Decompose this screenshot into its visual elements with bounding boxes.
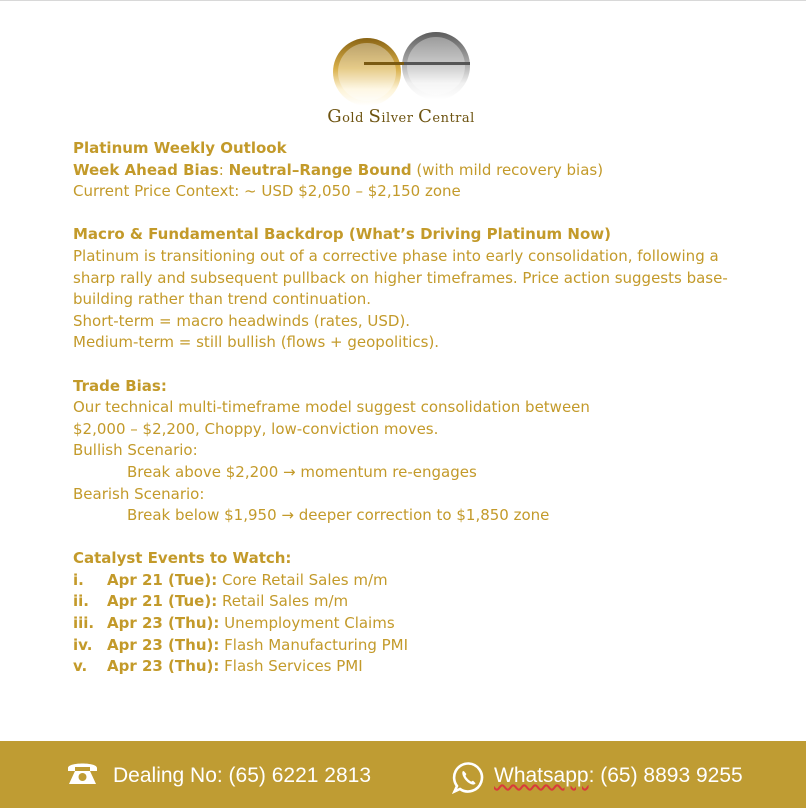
event-date: Apr 23 (Thu):	[107, 635, 220, 654]
doc-title: Platinum Weekly Outlook	[73, 139, 287, 157]
event-item	[73, 635, 753, 657]
logo-circles-icon	[326, 26, 476, 106]
event-name: Core Retail Sales m/m	[222, 570, 388, 589]
price-context: Current Price Context: ~ USD $2,050 – $2,150 zone	[73, 182, 461, 201]
event-name: Retail Sales m/m	[222, 592, 349, 611]
event-name: Unemployment Claims	[224, 614, 395, 633]
event-number: i.	[73, 570, 84, 589]
event-number: v.	[73, 657, 88, 676]
event-date: Apr 23 (Thu):	[107, 614, 220, 633]
bias-value: Neutral–Range Bound	[228, 160, 412, 179]
event-number: ii.	[73, 592, 89, 611]
gold-silver-central-logo	[326, 26, 476, 130]
event-item	[73, 570, 753, 592]
event-date: Apr 21 (Tue):	[107, 592, 218, 611]
macro-heading: Macro & Fundamental Backdrop (What’s Driving Platinum Now)	[73, 225, 611, 244]
event-number: iii.	[73, 614, 95, 633]
contact-footer	[0, 741, 806, 808]
whatsapp-label[interactable]: Whatsapp	[494, 764, 589, 787]
bearish-detail: Break below $1,950 → deeper correction to $1,850 zone	[127, 506, 550, 525]
catalyst-heading: Catalyst Events to Watch:	[73, 549, 292, 568]
trade-line-1: Our technical multi-timeframe model suggest consolidation between	[73, 398, 590, 417]
bullish-detail: Break above $2,200 → momentum re-engages	[127, 462, 477, 481]
bias-note: (with mild recovery bias)	[416, 160, 604, 179]
top-divider	[0, 0, 806, 1]
trade-line-2: $2,000 – $2,200, Choppy, low-conviction moves.	[73, 419, 439, 438]
event-item	[73, 591, 753, 613]
medium-term-note: Medium-term = still bullish (flows + geopolitics).	[73, 333, 440, 352]
event-date: Apr 21 (Tue):	[107, 570, 218, 589]
whatsapp-icon	[452, 761, 485, 794]
event-item	[73, 656, 753, 678]
whatsapp-number: : (65) 8893 9255	[588, 764, 743, 787]
short-term-note: Short-term = macro headwinds (rates, USD).	[73, 311, 411, 330]
bearish-label: Bearish Scenario:	[73, 484, 205, 503]
telephone-icon	[66, 759, 99, 787]
trade-heading: Trade Bias:	[73, 376, 167, 395]
bias-line	[73, 160, 753, 182]
bias-sep: :	[218, 160, 224, 179]
event-name: Flash Manufacturing PMI	[224, 635, 409, 654]
outlook-document	[73, 138, 753, 678]
whatsapp-contact[interactable]	[494, 764, 743, 788]
event-name: Flash Services PMI	[224, 657, 363, 676]
logo-wordmark: Gold Silver Central	[327, 106, 475, 127]
dealing-number[interactable]: Dealing No: (65) 6221 2813	[113, 764, 372, 787]
macro-paragraph: Platinum is transitioning out of a corrective phase into early consolidation, following a sharp rally and subsequent pullback on higher timeframes. Price action suggests base-building rather than trend continuation.	[73, 246, 728, 309]
event-item	[73, 613, 753, 635]
event-number: iv.	[73, 635, 93, 654]
event-date: Apr 23 (Thu):	[107, 657, 220, 676]
bullish-label: Bullish Scenario:	[73, 441, 198, 460]
bias-label: Week Ahead Bias	[73, 160, 219, 179]
